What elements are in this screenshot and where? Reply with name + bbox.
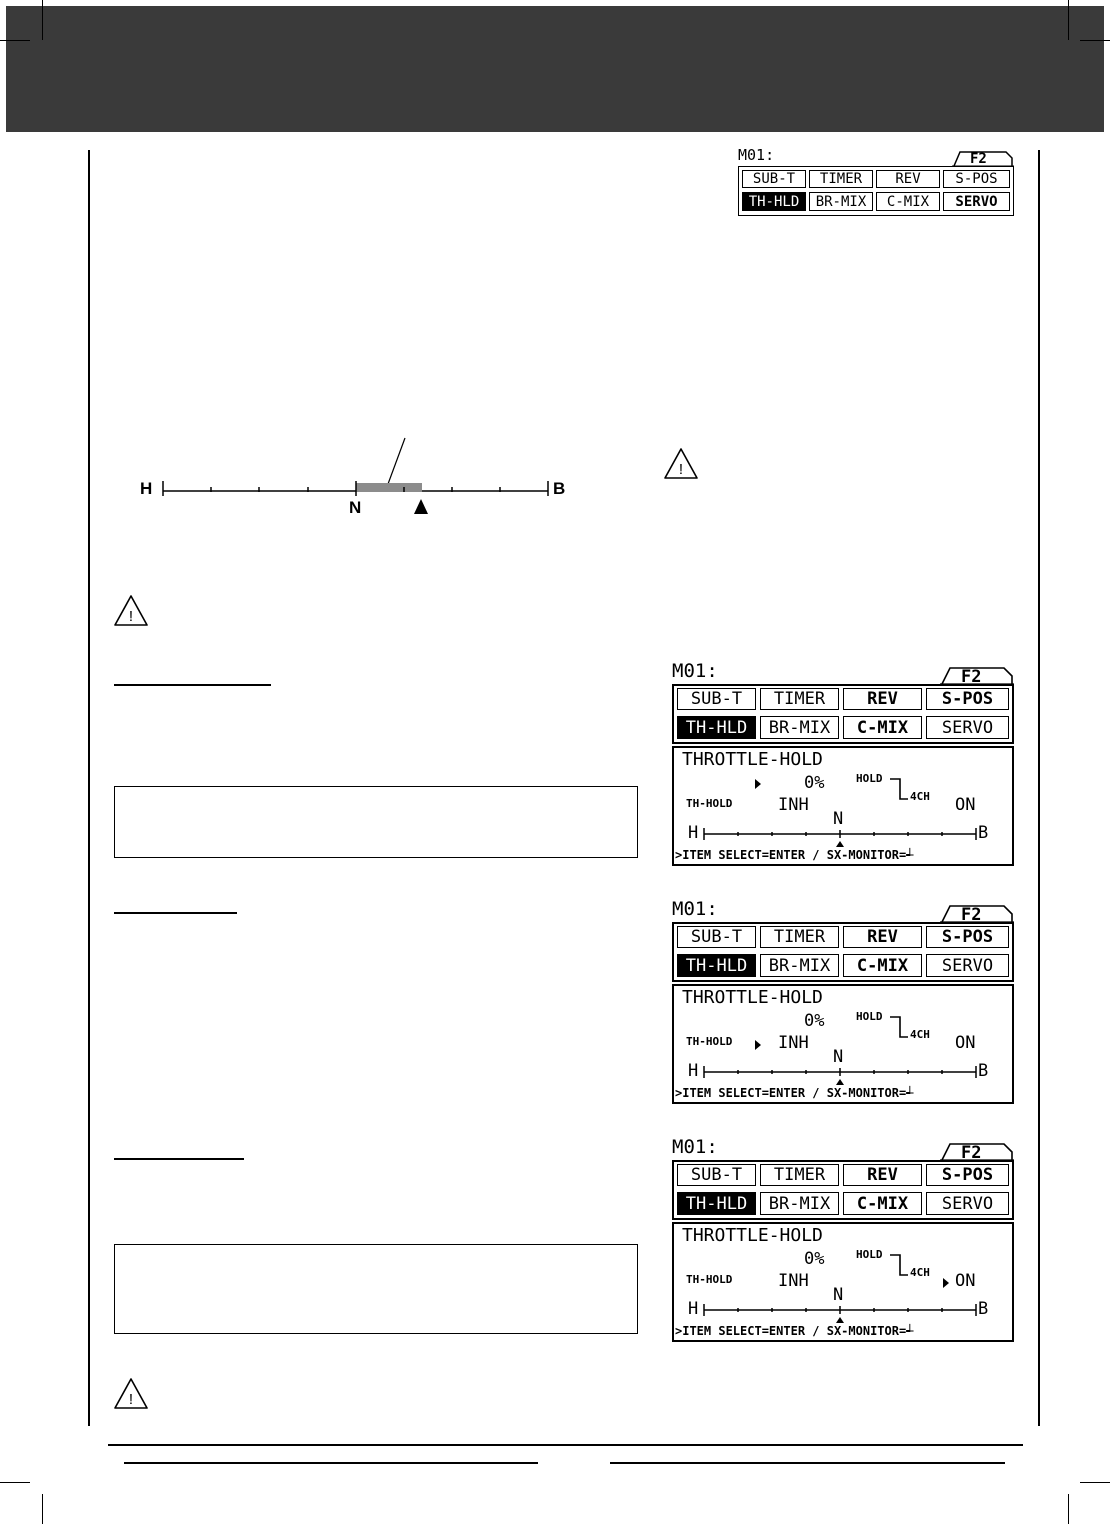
tab-c-mix[interactable]: C-MIX bbox=[843, 716, 922, 739]
model-label: M01: bbox=[672, 898, 718, 920]
tab-s-pos[interactable]: S-POS bbox=[926, 926, 1009, 948]
neutral-label: N bbox=[833, 1285, 844, 1305]
on-value[interactable]: ON bbox=[955, 1271, 976, 1291]
throttle-diagram bbox=[138, 436, 578, 518]
note-box bbox=[114, 786, 638, 858]
model-label: M01: bbox=[738, 146, 775, 164]
crop-mark bbox=[0, 40, 30, 41]
crop-mark bbox=[42, 0, 43, 40]
model-label: M01: bbox=[672, 660, 718, 682]
model-label: M01: bbox=[672, 1136, 718, 1158]
tab-th-hld[interactable]: TH-HLD bbox=[677, 716, 756, 739]
footer-help-text: >ITEM SELECT=ENTER / SX-MONITOR=┵ bbox=[675, 848, 914, 862]
tab-servo[interactable]: SERVO bbox=[926, 954, 1009, 977]
on-value[interactable]: ON bbox=[955, 1033, 976, 1053]
tab-th-hld[interactable]: TH-HLD bbox=[677, 954, 756, 977]
small-lcd-screen bbox=[738, 148, 1014, 216]
tab-s-pos[interactable]: S-POS bbox=[943, 170, 1010, 188]
cursor-arrow-icon bbox=[755, 1040, 761, 1050]
function-title: THROTTLE-HOLD bbox=[682, 987, 823, 1008]
right-margin-line bbox=[1038, 150, 1040, 1426]
tab-s-pos[interactable]: S-POS bbox=[926, 688, 1009, 710]
footer-rule bbox=[108, 1444, 1023, 1446]
tab-timer[interactable]: TIMER bbox=[809, 170, 873, 188]
footer-rule-left bbox=[124, 1462, 538, 1464]
footer-help-text: >ITEM SELECT=ENTER / SX-MONITOR=┵ bbox=[675, 1086, 914, 1100]
tab-th-hld[interactable]: TH-HLD bbox=[742, 192, 806, 211]
section-heading-underline bbox=[114, 1158, 244, 1160]
mode-label: TH-HOLD bbox=[686, 797, 733, 810]
scale-h-label: H bbox=[688, 1061, 699, 1081]
tab-servo[interactable]: SERVO bbox=[926, 716, 1009, 739]
tab-rev[interactable]: REV bbox=[843, 688, 922, 710]
section-heading-underline bbox=[114, 912, 237, 914]
hold-label: HOLD bbox=[856, 1010, 883, 1023]
tab-rev[interactable]: REV bbox=[843, 1164, 922, 1186]
scale-b-label: B bbox=[978, 1299, 989, 1319]
channel-label: 4CH bbox=[910, 1028, 930, 1041]
tab-sub-t[interactable]: SUB-T bbox=[677, 926, 756, 948]
page-label: F2 bbox=[961, 1143, 982, 1163]
tab-timer[interactable]: TIMER bbox=[760, 926, 839, 948]
footer-help-text: >ITEM SELECT=ENTER / SX-MONITOR=┵ bbox=[675, 1324, 914, 1338]
switch-bracket-icon bbox=[890, 776, 910, 802]
crop-mark bbox=[1068, 1494, 1069, 1524]
lcd-screen-throttle-hold-2 bbox=[672, 900, 1014, 1104]
tab-c-mix[interactable]: C-MIX bbox=[843, 1192, 922, 1215]
scale-b-label: B bbox=[978, 823, 989, 843]
function-title: THROTTLE-HOLD bbox=[682, 749, 823, 770]
tab-sub-t[interactable]: SUB-T bbox=[742, 170, 806, 188]
lcd-screen-throttle-hold-3 bbox=[672, 1138, 1014, 1342]
hold-label: HOLD bbox=[856, 1248, 883, 1261]
header-bar bbox=[6, 6, 1104, 132]
neutral-label: N bbox=[833, 1047, 844, 1067]
tab-sub-t[interactable]: SUB-T bbox=[677, 1164, 756, 1186]
tab-th-hld[interactable]: TH-HLD bbox=[677, 1192, 756, 1215]
cursor-arrow-icon bbox=[943, 1278, 949, 1288]
throttle-scale bbox=[702, 824, 978, 848]
throttle-scale bbox=[702, 1300, 978, 1324]
warning-triangle-icon bbox=[112, 593, 150, 629]
warning-triangle-icon bbox=[662, 446, 700, 482]
crop-mark bbox=[1080, 40, 1110, 41]
tab-rev[interactable]: REV bbox=[843, 926, 922, 948]
tab-c-mix[interactable]: C-MIX bbox=[876, 192, 940, 211]
switch-bracket-icon bbox=[890, 1014, 910, 1040]
hold-percent-value[interactable]: 0% bbox=[804, 773, 825, 793]
crop-mark bbox=[0, 1482, 30, 1483]
function-title: THROTTLE-HOLD bbox=[682, 1225, 823, 1246]
tab-c-mix[interactable]: C-MIX bbox=[843, 954, 922, 977]
tab-br-mix[interactable]: BR-MIX bbox=[760, 716, 839, 739]
tab-servo[interactable]: SERVO bbox=[943, 192, 1010, 211]
switch-bracket-icon bbox=[890, 1252, 910, 1278]
scale-h-label: H bbox=[688, 1299, 699, 1319]
inh-value[interactable]: INH bbox=[778, 795, 809, 815]
tab-servo[interactable]: SERVO bbox=[926, 1192, 1009, 1215]
tab-timer[interactable]: TIMER bbox=[760, 1164, 839, 1186]
on-value[interactable]: ON bbox=[955, 795, 976, 815]
channel-label: 4CH bbox=[910, 790, 930, 803]
lcd-screen-throttle-hold-1 bbox=[672, 662, 1014, 866]
hold-percent-value[interactable]: 0% bbox=[804, 1011, 825, 1031]
tab-timer[interactable]: TIMER bbox=[760, 688, 839, 710]
page-label: F2 bbox=[961, 905, 982, 925]
inh-value[interactable]: INH bbox=[778, 1271, 809, 1291]
warning-triangle-icon bbox=[112, 1376, 150, 1412]
neutral-label: N bbox=[833, 809, 844, 829]
tab-sub-t[interactable]: SUB-T bbox=[677, 688, 756, 710]
diagram-h-label: H bbox=[140, 479, 153, 498]
crop-mark bbox=[42, 1494, 43, 1524]
hold-percent-value[interactable]: 0% bbox=[804, 1249, 825, 1269]
svg-text:!: ! bbox=[128, 1391, 134, 1408]
section-heading-underline bbox=[114, 684, 271, 686]
tab-br-mix[interactable]: BR-MIX bbox=[809, 192, 873, 211]
tab-s-pos[interactable]: S-POS bbox=[926, 1164, 1009, 1186]
inh-value[interactable]: INH bbox=[778, 1033, 809, 1053]
throttle-scale bbox=[702, 1062, 978, 1086]
tab-br-mix[interactable]: BR-MIX bbox=[760, 1192, 839, 1215]
cursor-arrow-icon bbox=[755, 779, 761, 789]
footer-rule-right bbox=[610, 1462, 1005, 1464]
tab-rev[interactable]: REV bbox=[876, 170, 940, 188]
mode-label: TH-HOLD bbox=[686, 1273, 733, 1286]
tab-br-mix[interactable]: BR-MIX bbox=[760, 954, 839, 977]
left-margin-line bbox=[88, 150, 90, 1426]
note-box bbox=[114, 1244, 638, 1334]
crop-mark bbox=[1068, 0, 1069, 40]
mode-label: TH-HOLD bbox=[686, 1035, 733, 1048]
scale-b-label: B bbox=[978, 1061, 989, 1081]
page-label: F2 bbox=[970, 151, 987, 167]
crop-mark bbox=[1080, 1482, 1110, 1483]
diagram-n-label: N bbox=[349, 498, 362, 517]
page-label: F2 bbox=[961, 667, 982, 687]
scale-h-label: H bbox=[688, 823, 699, 843]
svg-text:!: ! bbox=[128, 608, 134, 625]
svg-text:!: ! bbox=[678, 461, 684, 478]
diagram-b-label: B bbox=[553, 479, 566, 498]
channel-label: 4CH bbox=[910, 1266, 930, 1279]
hold-label: HOLD bbox=[856, 772, 883, 785]
